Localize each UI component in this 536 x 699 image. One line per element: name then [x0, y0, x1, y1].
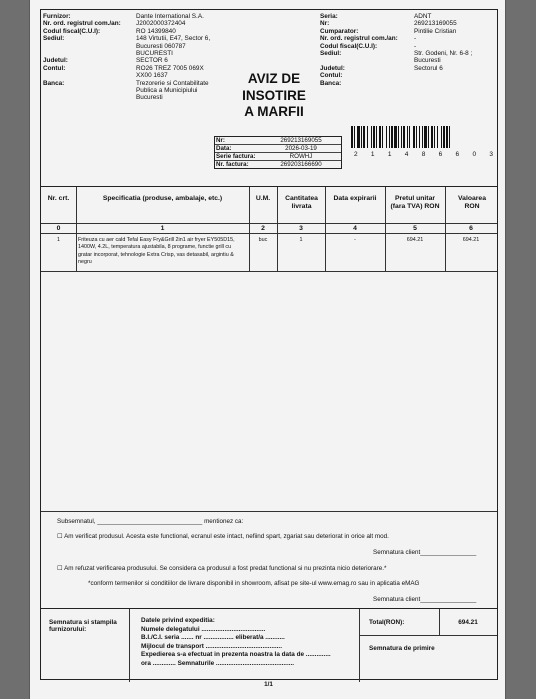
supplier-values [136, 13, 210, 102]
supplier-address-line: 148 Virtutii, E47, Sector 6, [136, 35, 211, 43]
info-value: 269203166690 [280, 161, 322, 168]
col-header-value: Valoarea RON [458, 195, 486, 211]
supplier-address-line: Bucuresti 060787 [136, 42, 186, 50]
barcode-digit: 6 [438, 151, 443, 158]
col-number: 6 [469, 225, 473, 232]
barcode-digit: 1 [387, 151, 392, 158]
supplier-label: Banca: [43, 79, 65, 87]
info-label: Serie factura: [216, 153, 256, 160]
barcode-digit: 3 [489, 151, 493, 158]
customer-label: Contul: [320, 72, 343, 80]
barcode-bar [424, 126, 427, 148]
row-nr: 1 [57, 237, 60, 243]
barcode-bar [401, 126, 402, 148]
info-label: Nr: [216, 137, 225, 144]
barcode-digit: 0 [472, 151, 477, 158]
barcode-bar [437, 126, 438, 148]
supplier-bank-line: Publica a Municipiului [136, 87, 198, 95]
stamp-line: Semnatura si stampila [49, 619, 117, 626]
title-line: A MARFII [244, 104, 304, 119]
row-expiry: - [354, 237, 356, 243]
refused-option-text: Am refuzat verificarea produsului. Se considera ca produsul a fost predat functional si nu prezinta nicio deteriorare.* [64, 565, 387, 572]
barcode-digit: 8 [421, 151, 426, 158]
col-number: 2 [261, 225, 265, 232]
customer-series: ADNT [414, 13, 432, 20]
barcode-bar [403, 126, 405, 148]
customer-label: Judetul: [320, 64, 345, 72]
info-value: 2026-03-19 [285, 145, 317, 152]
info-row [215, 137, 341, 145]
barcode-bar [389, 126, 390, 148]
stamp-line: furnizorului: [49, 626, 87, 634]
customer-address-line: Str. Godeni, Nr. 6-8 ; [414, 50, 473, 58]
supplier-reg-com: J2002000372404 [136, 20, 186, 28]
title-line: INSOTIRE [242, 87, 306, 103]
title-line: AVIZ DE [247, 71, 301, 86]
info-label: Data: [216, 145, 232, 152]
supplier-label: Contul: [43, 64, 66, 72]
refused-option [57, 565, 386, 573]
barcode-bar [371, 126, 372, 148]
barcode-bar [434, 126, 435, 148]
barcode-bar [431, 126, 433, 148]
customer-values [414, 13, 472, 72]
barcode-bar [351, 126, 353, 148]
barcode-bar [441, 126, 442, 148]
barcode-bar [373, 126, 375, 148]
supplier-county: SECTOR 6 [136, 57, 168, 65]
supplier-stamp [49, 619, 117, 634]
supplier-label: Codul fiscal(C.U.I): [43, 27, 101, 35]
customer-label: Banca: [320, 79, 342, 87]
shipping-title: Datele privind expeditia: [141, 617, 215, 624]
barcode-bar [391, 126, 393, 148]
barcode-bar [398, 126, 399, 148]
barcode-bar [428, 126, 429, 148]
col-number: 0 [56, 225, 61, 232]
notice-form [40, 9, 498, 680]
customer-label: Sediul: [320, 50, 342, 58]
verified-option-text: Am verificat produsul. Acesta este functional, ecranul este intact, nefiind spart, zgariat sau deteriorat in orice alt mod. [64, 533, 389, 540]
customer-reg-com: - [414, 35, 417, 43]
barcode-bar [422, 126, 423, 148]
row-um: buc [258, 237, 268, 243]
customer-label: Cumparator: [320, 27, 359, 35]
document-page [29, 0, 506, 699]
supplier-label: Sediul: [43, 35, 65, 43]
barcode-bar [416, 126, 417, 148]
barcode-bar [376, 126, 377, 148]
customer-county: Sectorul 6 [414, 64, 443, 72]
barcode-digit: 1 [370, 151, 375, 158]
supplier-address-line: BUCURESTI [136, 50, 173, 58]
supplier-label: Furnizor: [43, 13, 71, 20]
barcode-bar [354, 126, 355, 148]
supplier-account-line: RO26 TREZ 7005 069X [136, 64, 204, 72]
undersigned-line: Subsemnatul, ______________________________ mentionez ca: [57, 518, 244, 525]
products-table [41, 186, 497, 511]
supplier-cui: RO 14399840 [136, 27, 176, 35]
col-header-nr: Nr. crt. [47, 195, 70, 202]
barcode-bar [361, 126, 362, 148]
barcode-bar [413, 126, 415, 148]
client-signature-1: Semnatura client________________ [373, 549, 477, 556]
customer-address-line: Bucuresti [414, 57, 441, 65]
col-header-unit-price: Pretul unitar (fara TVA) RON [390, 195, 440, 211]
barcode-digits [351, 151, 496, 159]
supplier-bank-line: Trezorerie si Contabilitate [136, 79, 209, 87]
receipt-signature: Semnatura de primire [369, 645, 435, 652]
shipping-data [141, 617, 331, 668]
supplier-name: Dante International S.A. [136, 13, 204, 20]
col-header-expiry: Data expirarii [333, 195, 377, 202]
row-value: 694.21 [462, 237, 480, 243]
verified-option [57, 533, 389, 541]
shipping-line: Mijlocul de transport ........................................... [141, 642, 282, 650]
barcode-bar [446, 126, 448, 148]
customer-name: Pintilie Cristian [414, 27, 457, 35]
info-label: Nr. factura: [216, 161, 249, 168]
barcode-image [351, 126, 496, 148]
supplier-label: Nr. ord. registrul com./an: [43, 20, 121, 28]
customer-label: Nr: [320, 20, 330, 28]
supplier-label: Judetul: [43, 57, 68, 65]
barcode-bar [386, 126, 387, 148]
info-value: ROWHJ [289, 153, 313, 160]
barcode-bar [379, 126, 381, 148]
barcode-digit: 6 [455, 151, 460, 158]
total-value: 694.21 [458, 619, 478, 626]
supplier-bank-line: Bucuresti [136, 94, 163, 102]
barcode-bar [409, 126, 410, 148]
shipping-line: Numele delegatului .................................... [141, 625, 266, 633]
document-title [239, 71, 309, 121]
shipping-line: B.I./C.I. seria ....... nr ................. eliberat/a ........... [141, 634, 285, 641]
customer-label: Nr. ord. registrul com./an: [320, 35, 398, 43]
customer-label: Seria: [320, 13, 338, 20]
barcode-bar [443, 126, 445, 148]
row-unit-price: 694.21 [406, 237, 424, 243]
customer-cui: - [414, 42, 417, 50]
barcode-bar [419, 126, 420, 148]
barcode-digit: 2 [354, 151, 358, 158]
row-qty: 1 [299, 237, 303, 243]
barcode-bar [363, 126, 365, 148]
document-info-box [214, 136, 342, 169]
info-value: 269213169055 [280, 137, 322, 144]
barcode-bar [357, 126, 360, 148]
barcode-bar [382, 126, 383, 148]
info-row [215, 153, 341, 161]
barcode-bar [449, 126, 450, 148]
barcode-bar [394, 126, 397, 148]
col-number: 3 [299, 225, 303, 232]
checkbox-icon[interactable]: ☐ [57, 565, 63, 572]
page-number: 1/1 [264, 681, 273, 688]
col-header-qty: Cantitatea livrata [285, 195, 318, 211]
checkbox-icon[interactable]: ☐ [57, 533, 63, 540]
barcode-bar [407, 126, 408, 148]
shipping-line: ora ............. Semnaturile ............................................ [141, 659, 295, 667]
info-row [215, 161, 341, 169]
customer-labels [320, 13, 398, 87]
col-number: 4 [353, 225, 357, 232]
terms-note: *conform termenilor si conditiilor de livrare disponibil in showroom, afisat pe site-ul www.emag.ro sau in aplicatia eMAG [88, 580, 420, 587]
footer-section [41, 608, 497, 681]
customer-number: 269213169055 [414, 20, 457, 28]
barcode-bar [367, 126, 368, 148]
info-row [215, 145, 341, 153]
client-signature-2: Semnatura client________________ [373, 596, 477, 603]
barcode-digit: 4 [404, 151, 409, 158]
col-number: 5 [413, 225, 417, 232]
row-spec: Friteuza cu aer cald Tefal Easy Fry&Grill 2in1 air fryer EY505D15, 1400W, 4.2L, temperatura ajustabila, 8 programe, functie grill cu gratar incorporat, tehnologie Extra Crisp, vas detasabil, argintiu & negru [78, 237, 235, 266]
supplier-account-line: XX00 1637 [136, 72, 168, 80]
col-header-spec: Specificatia (produse, ambalaje, etc.) [102, 195, 223, 202]
customer-label: Codul fiscal(C.U.I): [320, 42, 378, 50]
col-number: 1 [160, 225, 165, 232]
supplier-labels [43, 13, 121, 87]
shipping-line: Expedierea s-a efectuat in prezenta noastra la data de .............. [141, 651, 331, 658]
col-header-um: U.M. [255, 195, 271, 202]
total-label: Total(RON): [369, 619, 405, 626]
